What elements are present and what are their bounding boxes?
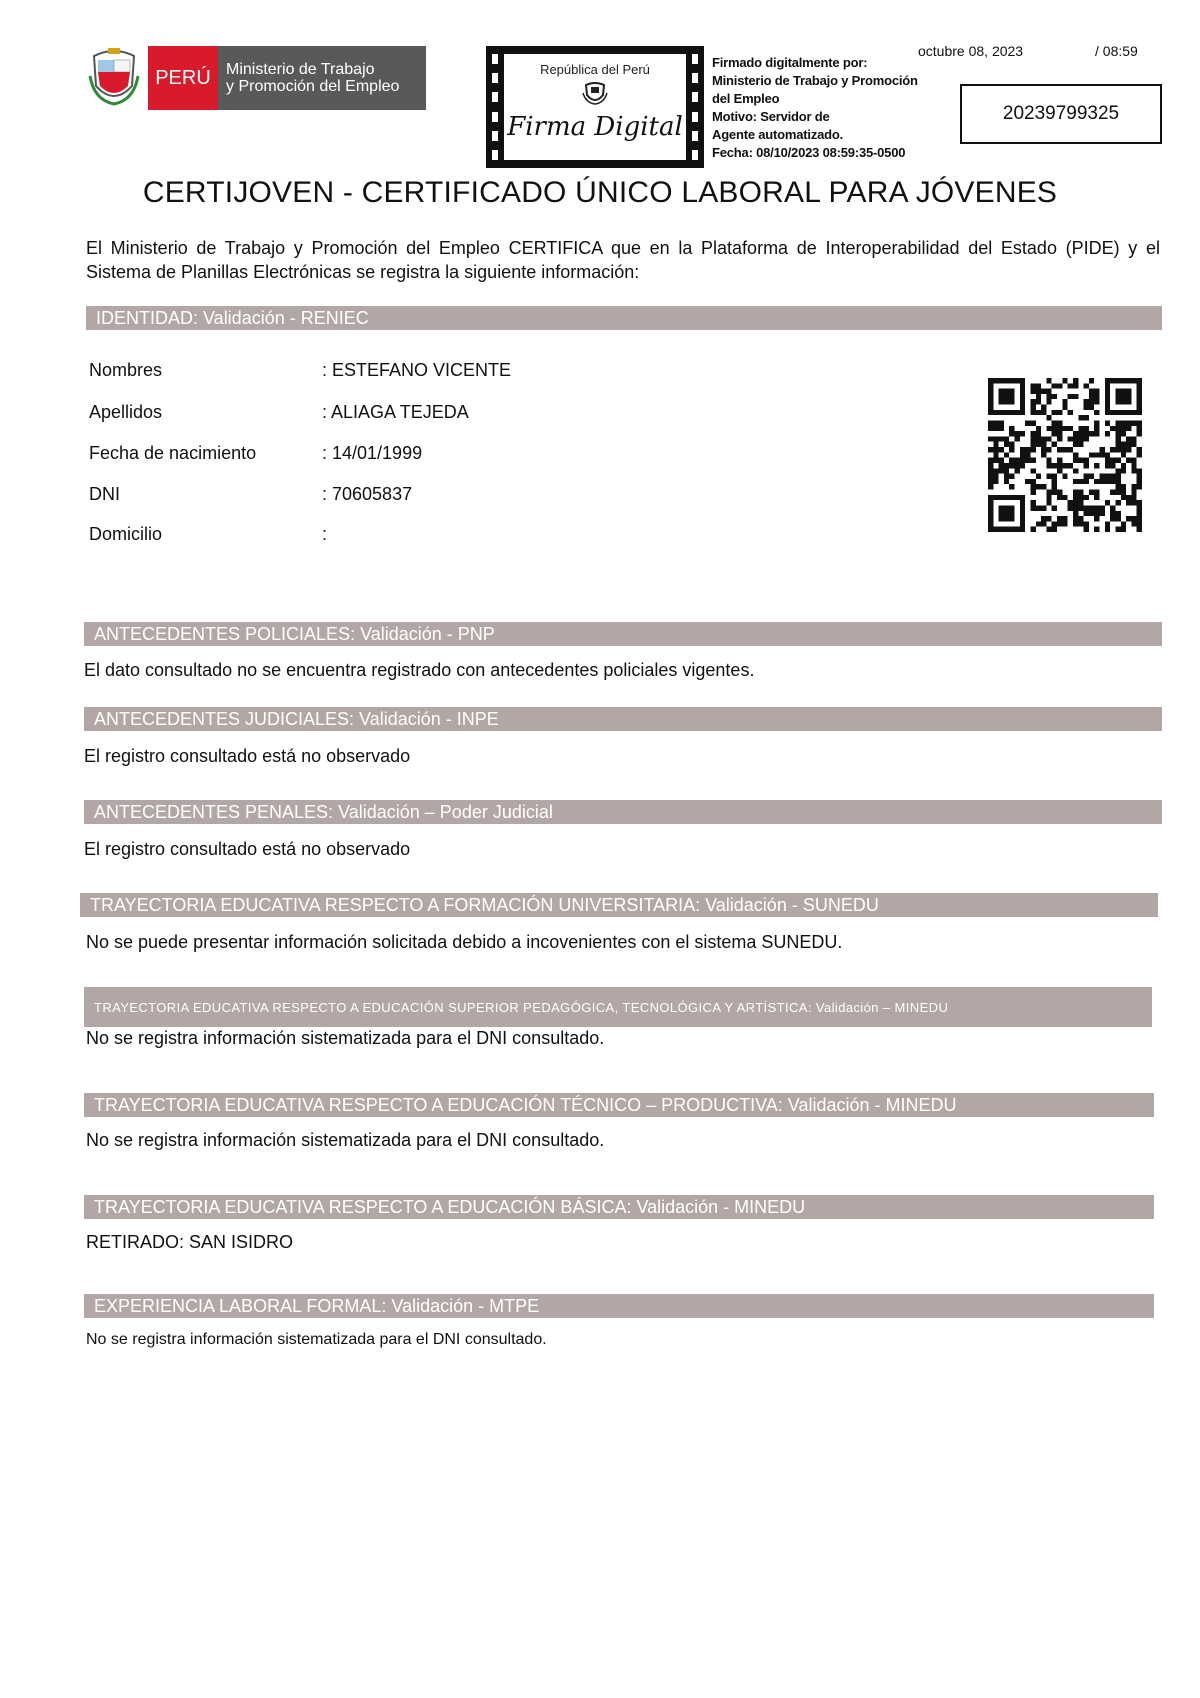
gov-ministry-label	[218, 46, 426, 110]
gov-peru-label: PERÚ	[148, 46, 218, 110]
section-text-work-experience: No se registra información sistematizada para el DNI consultado.	[86, 1331, 547, 1348]
coat-of-arms-icon	[88, 46, 140, 108]
section-heading-university: TRAYECTORIA EDUCATIVA RESPECTO A FORMACIÓN UNIVERSITARIA: Validación - SUNEDU	[80, 893, 1158, 917]
identity-value: : 70605837	[322, 484, 413, 504]
section-heading-judicial: ANTECEDENTES JUDICIALES: Validación - INPE	[84, 707, 1162, 731]
identity-label: Domicilio	[89, 524, 163, 544]
identity-label: Apellidos	[89, 402, 163, 422]
section-text-basic-education: RETIRADO: SAN ISIDRO	[86, 1232, 294, 1252]
gov-ministry-line-1: Ministerio de Trabajo	[226, 61, 375, 78]
gov-ministry-line-2: y Promoción del Empleo	[226, 78, 400, 95]
sign-line: del Empleo	[712, 91, 780, 106]
section-text-judicial: El registro consultado está no observado	[84, 746, 411, 766]
section-text-criminal: El registro consultado está no observado	[84, 839, 411, 859]
identity-label: DNI	[89, 484, 120, 504]
stamp-signature-label: Firma Digital	[507, 112, 683, 142]
qr-code-icon	[988, 378, 1142, 532]
digital-signature-stamp	[486, 46, 704, 168]
page-title: CERTIJOVEN - CERTIFICADO ÚNICO LABORAL PARA JÓVENES	[142, 176, 1058, 209]
sign-line: Ministerio de Trabajo y Promoción	[712, 73, 918, 88]
film-holes-left	[492, 54, 498, 160]
identity-label: Nombres	[89, 360, 163, 380]
identity-value: : ESTEFANO VICENTE	[322, 360, 512, 380]
section-heading-higher-education: TRAYECTORIA EDUCATIVA RESPECTO A EDUCACIÓN SUPERIOR PEDAGÓGICA, TECNOLÓGICA Y ARTÍSTICA: Validación – MINEDU	[84, 987, 1152, 1027]
section-heading-basic-education: TRAYECTORIA EDUCATIVA RESPECTO A EDUCACIÓN BÁSICA: Validación - MINEDU	[84, 1195, 1154, 1219]
section-heading-technical: TRAYECTORIA EDUCATIVA RESPECTO A EDUCACIÓN TÉCNICO – PRODUCTIVA: Validación - MINEDU	[84, 1093, 1154, 1117]
section-text-technical: No se registra información sistematizada para el DNI consultado.	[86, 1130, 605, 1150]
sign-line: Fecha: 08/10/2023 08:59:35-0500	[712, 145, 906, 160]
section-text-police: El dato consultado no se encuentra registrado con antecedentes policiales vigentes.	[84, 660, 755, 680]
government-brand	[148, 46, 426, 110]
section-heading-police: ANTECEDENTES POLICIALES: Validación - PNP	[84, 622, 1162, 646]
identity-value: : 14/01/1999	[322, 443, 423, 463]
section-heading-criminal: ANTECEDENTES PENALES: Validación – Poder Judicial	[84, 800, 1162, 824]
section-text-university: No se puede presentar información solicitada debido a incovenientes con el sistema SUNEDU.	[86, 932, 843, 952]
crest-icon	[582, 81, 608, 105]
intro-paragraph: El Ministerio de Trabajo y Promoción del Empleo CERTIFICA que en la Plataforma de Interoperabilidad del Estado (PIDE) y el Sistema de Planillas Electrónicas se registra la siguiente información:	[86, 238, 1160, 282]
issue-time: / 08:59	[1095, 43, 1138, 59]
identity-label: Fecha de nacimiento	[89, 443, 257, 463]
sign-line: Motivo: Servidor de	[712, 109, 830, 124]
section-heading-identity: IDENTIDAD: Validación - RENIEC	[86, 306, 1162, 330]
stamp-republic-label: República del Perú	[540, 62, 650, 77]
identity-value: : ALIAGA TEJEDA	[322, 402, 469, 422]
film-holes-right	[692, 54, 698, 160]
sign-line: Firmado digitalmente por:	[712, 55, 868, 70]
section-heading-work-experience: EXPERIENCIA LABORAL FORMAL: Validación - MTPE	[84, 1294, 1154, 1318]
identity-value: :	[322, 524, 328, 544]
certificate-number: 20239799325	[960, 84, 1162, 144]
section-text-higher-education: No se registra información sistematizada para el DNI consultado.	[86, 1028, 605, 1048]
signature-info	[712, 54, 932, 162]
sign-line: Agente automatizado.	[712, 127, 844, 142]
issue-date: octubre 08, 2023	[918, 43, 1024, 59]
